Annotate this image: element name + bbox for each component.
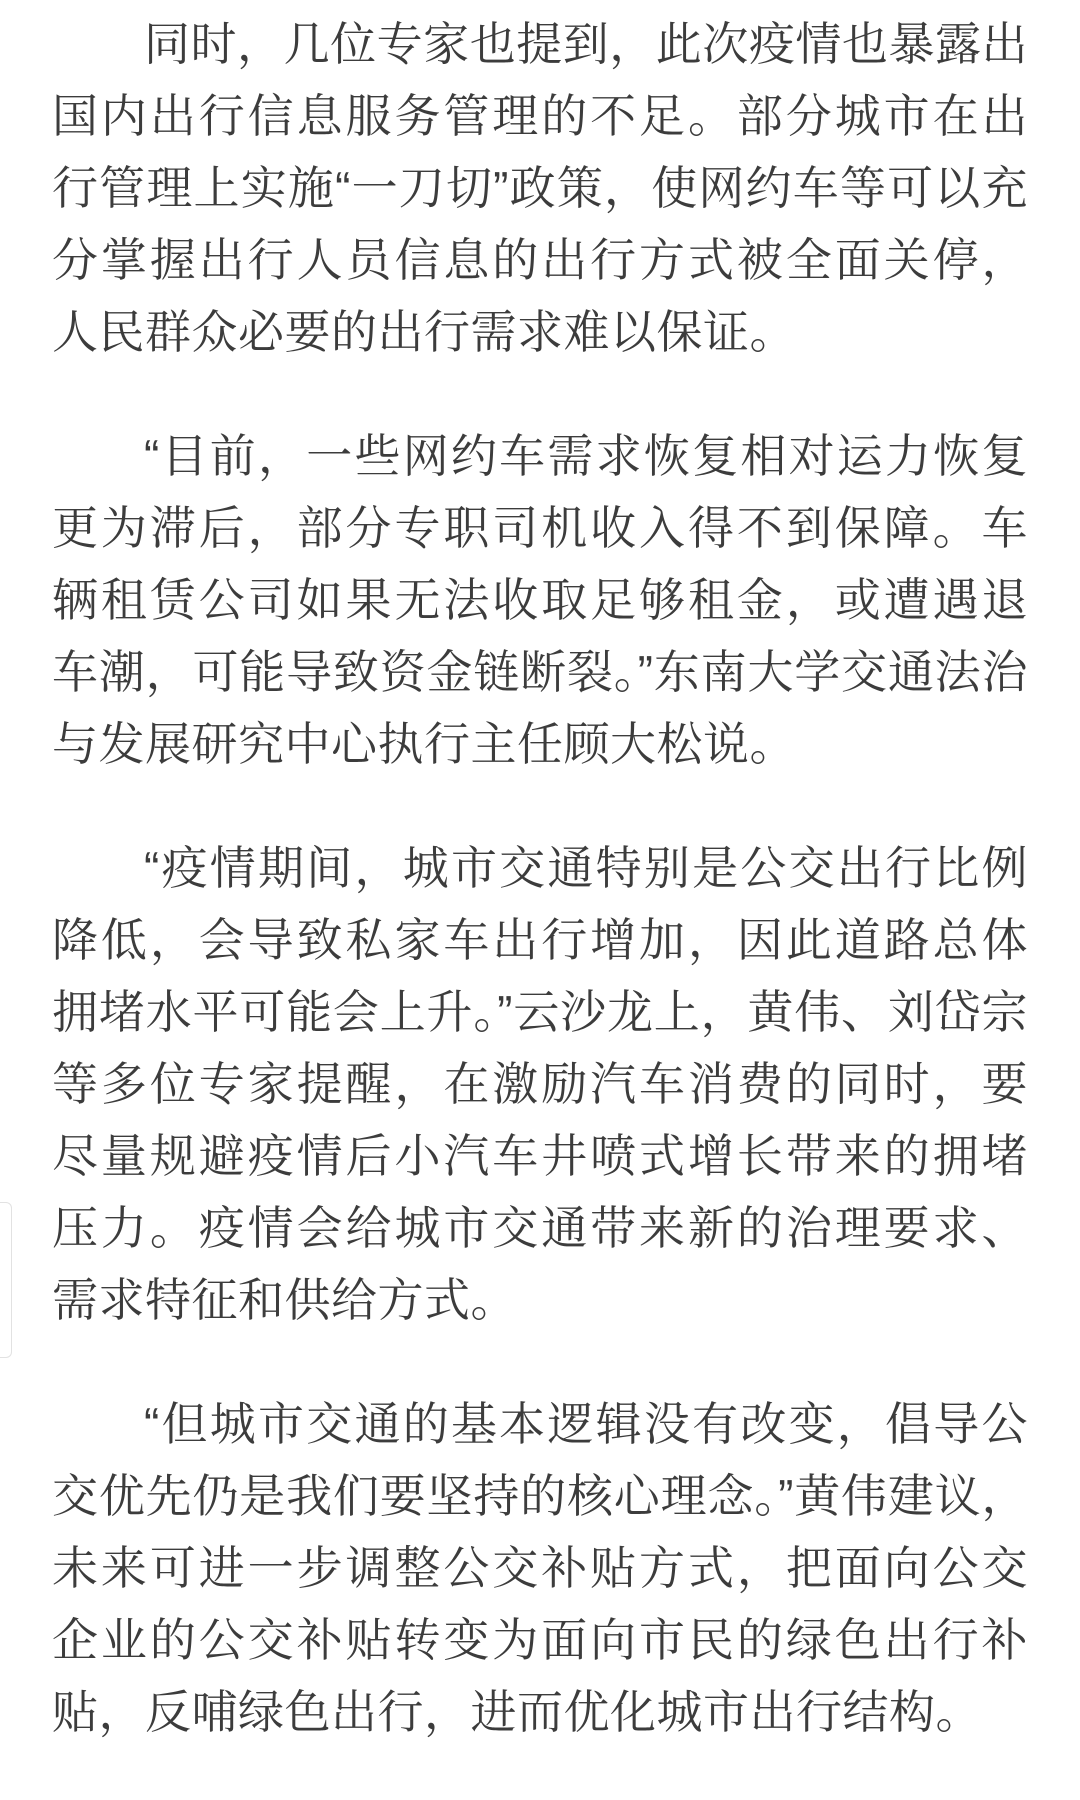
article-paragraph: “目前，一些网约车需求恢复相对运力恢复更为滞后，部分专职司机收入得不到保障。车辆租赁公司如果无法收取足够租金，或遭遇退车潮，可能导致资金链断裂。”东南大学交通法治与发展研究中心执行主任顾大松说。 [52, 430, 1028, 770]
article-paragraph: “疫情期间，城市交通特别是公交出行比例降低，会导致私家车出行增加，因此道路总体拥堵水平可能会上升。”云沙龙上，黄伟、刘岱宗等多位专家提醒，在激励汽车消费的同时，要尽量规避疫情后小汽车井喷式增长带来的拥堵压力。疫情会给城市交通带来新的治理要求、需求特征和供给方式。 [52, 842, 1028, 1326]
page-edge-indicator[interactable] [0, 1202, 12, 1358]
article-paragraph: “但城市交通的基本逻辑没有改变，倡导公交优先仍是我们要坚持的核心理念。”黄伟建议，未来可进一步调整公交补贴方式，把面向公交企业的公交补贴转变为面向市民的绿色出行补贴，反哺绿色出行，进而优化城市出行结构。 [52, 1398, 1028, 1738]
article-paragraph: 同时，几位专家也提到，此次疫情也暴露出国内出行信息服务管理的不足。部分城市在出行管理上实施“一刀切”政策，使网约车等可以充分掌握出行人员信息的出行方式被全面关停，人民群众必要的出行需求难以保证。 [52, 18, 1028, 358]
